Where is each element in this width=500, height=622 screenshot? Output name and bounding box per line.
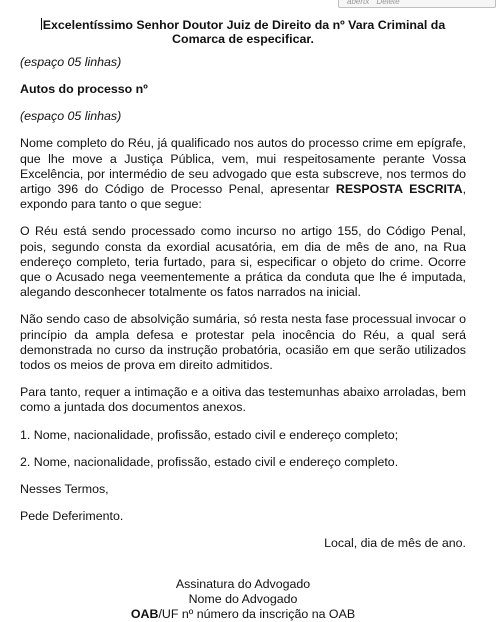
intro-text-before: Nome completo do Réu, já qualificado nos autos do processo crime em epígrafe, que lhe move a Justiça Pública, vem, mui respeitosamente perante Vossa Excelência, por intermédio de seu advogado que esta subscreve, nos termos do artigo 396 do Código de Processo Penal, apresentar <box>20 136 466 197</box>
lawyer-name: Nome do Advogado <box>188 591 298 606</box>
top-bar <box>0 0 500 9</box>
intro-text-bold: RESPOSTA ESCRITA <box>335 182 463 197</box>
witness-item-2: 2. Nome, nacionalidade, profissão, estado civil e endereço completo. <box>20 454 399 469</box>
witness-item-1: 1. Nome, nacionalidade, profissão, estado civil e endereço completo; <box>20 427 399 442</box>
document-page <box>20 18 466 622</box>
oab-line <box>20 607 466 622</box>
document-title <box>20 18 466 47</box>
document-title-text: Excelentíssimo Senhor Doutor Juiz de Direito da nº Vara Criminal da Comarca de especificar. <box>42 18 446 47</box>
facts-paragraph: O Réu está sendo processado como incurso no artigo 155, do Código Penal, pois, segundo consta da exordial acusatória, em dia de mês de ano, na Rua endereço completo, teria furtado, para si, especificar o objeto do crime. Ocorre que o Acusado nega veementemente a prática da conduta que lhe é imputada, alegando desconhecer totalmente os fatos narrados na inicial. <box>20 224 466 300</box>
intro-text-after: , expondo para tanto o que segue: <box>20 182 467 212</box>
spacer-note-2: (espaço 05 linhas) <box>20 109 122 124</box>
spacer-note-1: (espaço 05 linhas) <box>20 54 122 69</box>
toolbar-fragment <box>338 0 496 8</box>
place-date: Local, dia de mês de ano. <box>324 536 466 551</box>
oab-number-text: /UF nº número da inscrição na OAB <box>158 606 356 621</box>
case-heading: Autos do processo nº <box>20 82 148 97</box>
request-paragraph: Para tanto, requer a intimação e a oitiva das testemunhas abaixo arroladas, bem como a juntada dos documentos anexos. <box>20 385 466 415</box>
toolbar-item-delete[interactable]: Delete <box>376 0 400 6</box>
signature-line: Assinatura do Advogado <box>175 576 311 591</box>
closing-line-2: Pede Deferimento. <box>20 509 124 524</box>
defense-paragraph: Não sendo caso de absolvição sumária, só resta nesta fase processual invocar o princípio da ampla defesa e protestar pela inocência do Réu, a qual será demonstrada no curso da instrução probatória, ocasião em que serão utilizados todos os meios de prova em direito admitidos. <box>20 312 466 373</box>
toolbar-item-1[interactable]: abertx <box>347 0 370 6</box>
intro-paragraph <box>20 136 466 212</box>
text-cursor <box>41 18 42 30</box>
closing-line-1: Nesses Termos, <box>20 482 109 497</box>
oab-label: OAB <box>130 606 159 621</box>
